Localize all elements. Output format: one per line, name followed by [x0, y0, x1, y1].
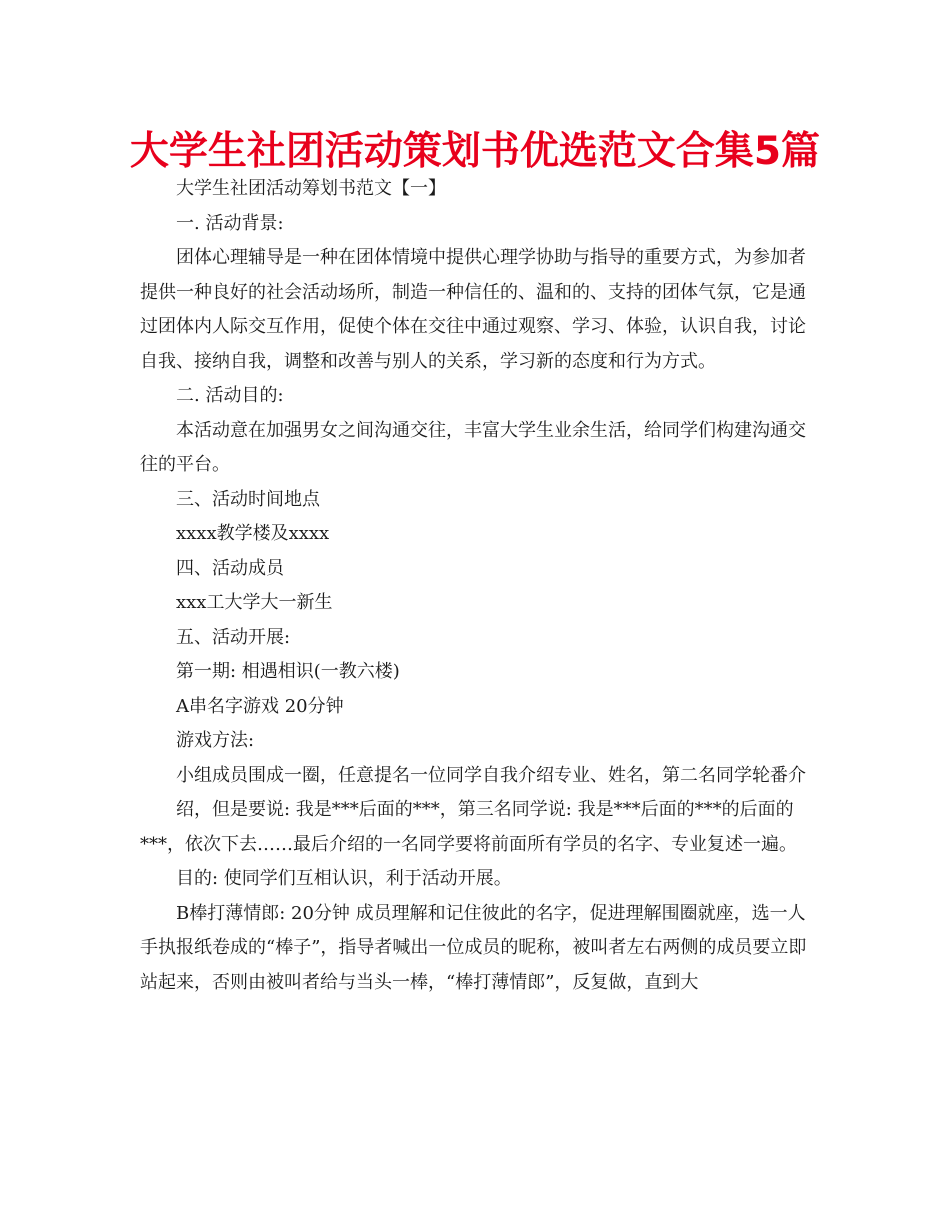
body-paragraph: 团体心理辅导是一种在团体情境中提供心理学协助与指导的重要方式，为参加者提供一种良好的社会活动场所，制造一种信任的、温和的、支持的团体气氛，它是通过团体内人际交互作用，促使个体在交往中通过观察、学习、体验，认识自我，讨论自我、接纳自我，调整和改善与别人的关系，学习新的态度和行为方式。 — [140, 247, 806, 372]
document-title: 大学生社团活动策划书优选范文合集5篇 — [129, 129, 821, 174]
body-paragraph: xxxx教学楼及xxxx — [176, 523, 330, 544]
section-heading: 三、活动时间地点 — [176, 488, 320, 510]
body-paragraph: 本活动意在加强男女之间沟通交往，丰富大学生业余生活，给同学们构建沟通交往的平台。 — [140, 419, 806, 475]
body-paragraph: 小组成员围成一圈，任意提名一位同学自我介绍专业、姓名，第二名同学轮番介 — [176, 764, 806, 786]
body-paragraph: B棒打薄情郎: 20分钟 成员理解和记住彼此的名字，促进理解围圈就座，选一人手执报纸卷成的“棒子”，指导者喊出一位成员的昵称，被叫者左右两侧的成员要立即站起来，否则由被叫者给与当头一棒，“棒打薄情郎”，反复做，直到大 — [140, 902, 807, 993]
body-paragraph: 游戏方法: — [176, 730, 255, 751]
body-paragraph: 第一期: 相遇相识(一教六楼) — [176, 661, 400, 682]
section-heading: 四、活动成员 — [176, 557, 284, 579]
body-paragraph: 绍，但是要说: 我是***后面的***，第三名同学说: 我是***后面的***的后面的***，依次下去……最后介绍的一名同学要将前面所有学员的名字、专业复述一遍。 — [140, 799, 797, 855]
section-heading: 二. 活动目的: — [176, 385, 284, 406]
body-paragraph: A串名字游戏 20分钟 — [176, 695, 344, 717]
body-paragraph: xxx工大学大一新生 — [176, 592, 333, 613]
section-heading: 一. 活动背景: — [176, 212, 284, 234]
section-heading: 五、活动开展: — [176, 626, 291, 648]
body-paragraph: 目的: 使同学们互相认识，利于活动开展。 — [176, 868, 512, 889]
document-body — [140, 172, 820, 1000]
section-heading: 大学生社团活动筹划书范文【一】 — [176, 178, 446, 199]
